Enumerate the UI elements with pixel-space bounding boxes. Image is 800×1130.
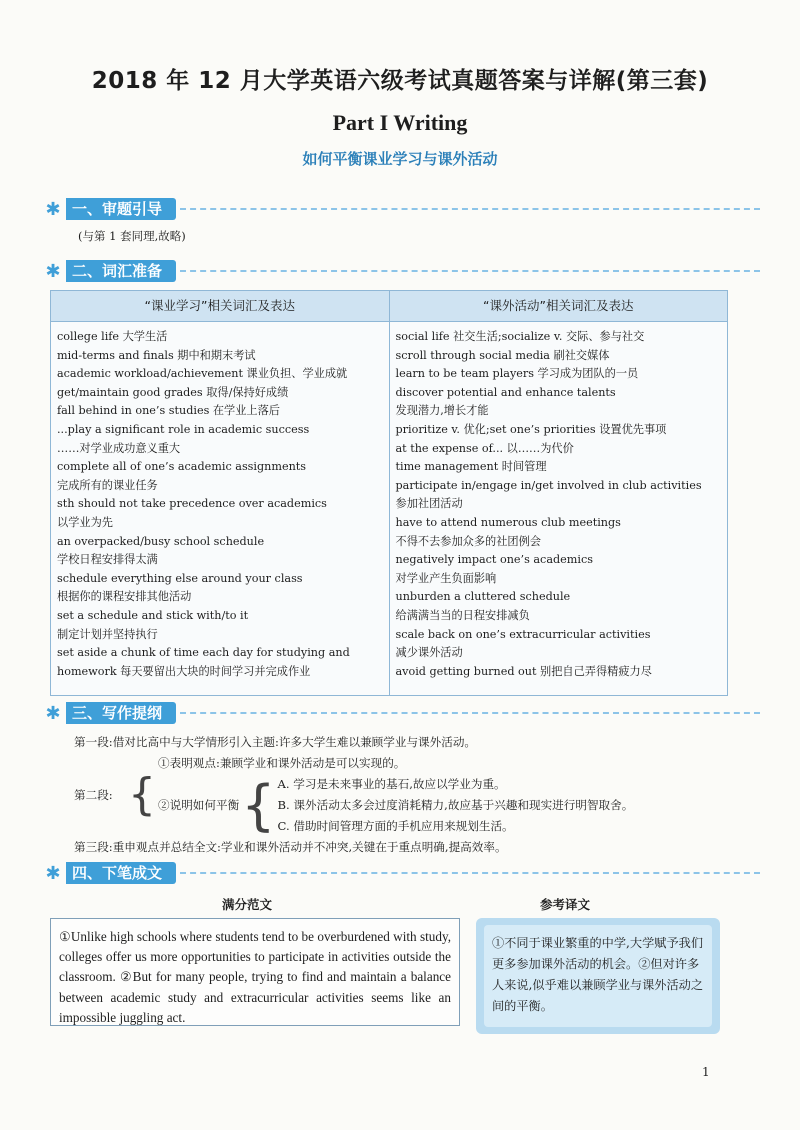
- page-title: 2018 年 12 月大学英语六级考试真题答案与详解(第三套): [91, 68, 709, 94]
- vocab-item: homework 每天要留出大块的时间学习并完成作业: [57, 664, 311, 678]
- divider: [180, 270, 760, 272]
- section-header-vocab: [40, 258, 760, 284]
- vocab-column-academic: [51, 291, 390, 695]
- outline-label: 第二段:: [74, 787, 113, 802]
- column-header: “课外活动”相关词汇及表达: [390, 291, 728, 322]
- writing-outline: [74, 732, 734, 858]
- part-title: Part I Writing: [332, 110, 468, 135]
- vocab-item: prioritize v. 优化;set one’s priorities 设置优先事项: [395, 422, 667, 436]
- vocab-item: an overpacked/busy school schedule: [57, 534, 265, 548]
- model-essay-box: ①Unlike high schools where students tend to be overburdened with study, colleges offer us more opportunities to participate in activities outside the classroom. ②But for many people, trying to find and maintain a balance between academic study and extracurricular activities seems like an impossible juggling act.: [50, 918, 460, 1026]
- lightbulb-icon: ✱: [45, 198, 61, 220]
- vocab-item: ……对学业成功意义重大: [57, 441, 181, 455]
- vocab-item: scroll through social media 刷社交媒体: [395, 348, 610, 362]
- divider: [180, 872, 760, 874]
- outline-subpoint: B. 课外活动太多会过度消耗精力,故应基于兴趣和现实进行明智取舍。: [277, 798, 634, 812]
- vocab-item: 发现潜力,增长才能: [395, 404, 489, 418]
- model-essay-heading: 满分范文: [222, 897, 273, 912]
- vocab-item: unburden a cluttered schedule: [395, 590, 571, 604]
- outline-paragraph-3: 第三段:重申观点并总结全文:学业和课外活动并不冲突,关键在于重点明确,提高效率。: [74, 840, 507, 854]
- vocab-item: 完成所有的课业任务: [57, 478, 158, 492]
- outline-paragraph-2: [74, 753, 734, 837]
- translation-box: [476, 918, 720, 1034]
- vocab-item: mid-terms and finals 期中和期末考试: [57, 348, 256, 362]
- vocab-item: have to attend numerous club meetings: [395, 515, 621, 529]
- vocab-item: negatively impact one’s academics: [395, 553, 593, 567]
- vocab-item: ...play a significant role in academic success: [57, 422, 310, 436]
- outline-point: ②说明如何平衡: [158, 798, 240, 812]
- section-label: 二、词汇准备: [66, 260, 176, 282]
- vocab-item: get/maintain good grades 取得/保持好成绩: [57, 385, 289, 399]
- vocab-item: 参加社团活动: [395, 497, 463, 511]
- outline-subpoint: C. 借助时间管理方面的手机应用来规划生活。: [277, 819, 514, 833]
- vocab-item: 学校日程安排得太满: [57, 553, 158, 567]
- lightbulb-icon: ✱: [45, 260, 61, 282]
- vocab-item: 不得不去参加众多的社团例会: [395, 534, 541, 548]
- vocab-item: 对学业产生负面影响: [395, 571, 497, 585]
- lightbulb-icon: ✱: [45, 702, 61, 724]
- vocab-list: [51, 322, 389, 681]
- vocab-item: at the expense of... 以……为代价: [395, 441, 574, 455]
- lightbulb-icon: ✱: [45, 862, 61, 884]
- vocab-item: set aside a chunk of time each day for studying and: [57, 646, 350, 660]
- section-header-compose: [40, 860, 760, 886]
- section-header-outline: [40, 700, 760, 726]
- vocab-item: 根据你的课程安排其他活动: [57, 590, 192, 604]
- divider: [180, 208, 760, 210]
- vocab-item: 制定计划并坚持执行: [57, 627, 158, 641]
- vocab-item: participate in/engage in/get involved in club activities: [395, 478, 702, 492]
- divider: [180, 712, 760, 714]
- vocab-item: learn to be team players 学习成为团队的一员: [395, 367, 639, 381]
- section-label: 三、写作提纲: [66, 702, 176, 724]
- vocab-item: set a schedule and stick with/to it: [57, 608, 249, 622]
- section-note: (与第 1 套同理,故略): [78, 229, 186, 243]
- brace-icon: {: [128, 769, 156, 820]
- vocab-item: discover potential and enhance talents: [395, 385, 616, 399]
- vocab-item: 减少课外活动: [395, 646, 463, 660]
- translation-text: ①不同于课业繁重的中学,大学赋予我们更多参加课外活动的机会。②但对许多人来说,似乎难以兼顾学业与课外活动之间的平衡。: [484, 925, 712, 1027]
- outline-paragraph-1: 第一段:借对比高中与大学情形引入主题:许多大学生难以兼顾学业与课外活动。: [74, 735, 477, 749]
- page-number: 1: [702, 1065, 710, 1079]
- vocab-item: academic workload/achievement 课业负担、学业成就: [57, 367, 348, 381]
- vocab-item: sth should not take precedence over academics: [57, 497, 327, 511]
- vocab-item: 以学业为先: [57, 515, 113, 529]
- section-label: 四、下笔成文: [66, 862, 176, 884]
- vocab-item: fall behind in one’s studies 在学业上落后: [57, 404, 280, 418]
- outline-point: ①表明观点:兼顾学业和课外活动是可以实现的。: [158, 756, 406, 770]
- outline-subpoint: A. 学习是未来事业的基石,故应以学业为重。: [277, 777, 506, 791]
- vocab-item: 给满满当当的日程安排减负: [395, 608, 530, 622]
- section-label: 一、审题引导: [66, 198, 176, 220]
- vocab-item: schedule everything else around your class: [57, 571, 303, 585]
- vocab-item: college life 大学生活: [57, 330, 168, 343]
- vocab-item: social life 社交生活;socialize v. 交际、参与社交: [395, 330, 645, 343]
- section-header-review: [40, 196, 760, 222]
- vocab-table: [50, 290, 728, 696]
- column-header: “课业学习”相关词汇及表达: [51, 291, 389, 322]
- vocab-item: time management 时间管理: [395, 460, 547, 474]
- vocab-item: complete all of one’s academic assignments: [57, 460, 307, 474]
- vocab-list: [390, 322, 728, 681]
- outline-subgroup: [158, 774, 633, 837]
- vocab-item: avoid getting burned out 别把自己弄得精疲力尽: [395, 664, 652, 678]
- vocab-column-extracurricular: [390, 291, 728, 695]
- translation-heading: 参考译文: [540, 897, 591, 912]
- vocab-item: scale back on one’s extracurricular activities: [395, 627, 651, 641]
- brace-icon: {: [241, 773, 276, 837]
- topic-subtitle: 如何平衡课业学习与课外活动: [302, 150, 498, 168]
